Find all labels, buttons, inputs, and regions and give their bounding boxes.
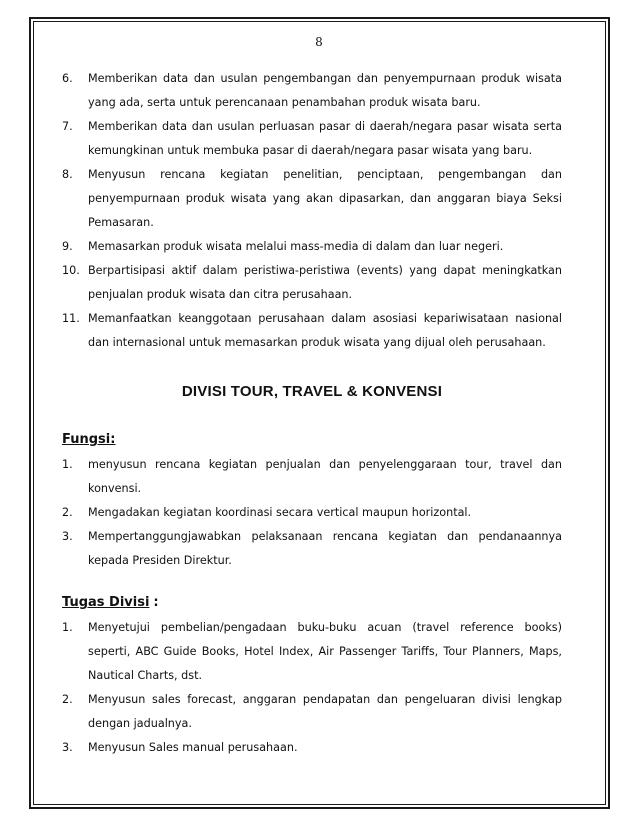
list-text: Menyusun Sales manual perusahaan.	[88, 741, 298, 754]
list-item	[62, 163, 562, 235]
list-number: 2.	[62, 693, 73, 706]
tugas-title-row	[62, 595, 562, 610]
list-item	[62, 259, 562, 307]
list-number: 10.	[62, 264, 80, 277]
list-item	[62, 115, 562, 163]
tugas-colon: :	[153, 595, 159, 610]
list-number: 3.	[62, 741, 73, 754]
list-text: Mengadakan kegiatan koordinasi secara vertical maupun horizontal.	[88, 506, 472, 519]
list-text: Memasarkan produk wisata melalui mass-media di dalam dan luar negeri.	[88, 240, 504, 253]
list-text: Memanfaatkan keanggotaan perusahaan dalam asosiasi kepariwisataan nasional dan internasional untuk memasarkan produk wisata yang dijual oleh perusahaan.	[88, 312, 562, 349]
list-text: menyusun rencana kegiatan penjualan dan penyelenggaraan tour, travel dan konvensi.	[88, 458, 562, 495]
list-number: 9.	[62, 240, 73, 253]
list-item	[62, 736, 562, 760]
list-item	[62, 688, 562, 736]
list-text: Memberikan data dan usulan pengembangan dan penyempurnaan produk wisata yang ada, serta untuk perencanaan penambahan produk wisata baru.	[88, 72, 562, 109]
list-number: 1.	[62, 621, 73, 634]
list-text: Menyusun sales forecast, anggaran pendapatan dan pengeluaran divisi lengkap dengan jadualnya.	[88, 693, 562, 730]
list-text: Menyetujui pembelian/pengadaan buku-buku acuan (travel reference books) seperti, ABC Guide Books, Hotel Index, Air Passenger Tariffs, Tour Planners, Maps, Nautical Charts, dst.	[88, 621, 562, 682]
list-item	[62, 525, 562, 573]
tugas-section	[62, 595, 562, 760]
list-number: 1.	[62, 458, 73, 471]
list-text: Mempertanggungjawabkan pelaksanaan rencana kegiatan dan pendanaannya kepada Presiden Direktur.	[88, 530, 562, 567]
list-item	[62, 616, 562, 688]
list-number: 2.	[62, 506, 73, 519]
list-number: 6.	[62, 72, 73, 85]
document-body	[62, 67, 562, 760]
list-item	[62, 67, 562, 115]
list-number: 11.	[62, 312, 80, 325]
division-heading: DIVISI TOUR, TRAVEL & KONVENSI	[181, 383, 443, 400]
marketing-duties-list	[62, 67, 562, 355]
list-number: 3.	[62, 530, 73, 543]
tugas-title: Tugas Divisi	[62, 595, 150, 610]
tugas-list	[62, 616, 562, 760]
list-text: Memberikan data dan usulan perluasan pasar di daerah/negara pasar wisata serta kemungkinan untuk membuka pasar di daerah/negara pasar wisata yang baru.	[88, 120, 562, 157]
list-text: Berpartisipasi aktif dalam peristiwa-peristiwa (events) yang dapat meningkatkan penjualan produk wisata dan citra perusahaan.	[88, 264, 562, 301]
fungsi-list	[62, 453, 562, 573]
page-number: 8	[315, 35, 323, 49]
list-item	[62, 453, 562, 501]
list-item	[62, 235, 562, 259]
list-number: 7.	[62, 120, 73, 133]
fungsi-title: Fungsi:	[62, 432, 116, 447]
list-text: Menyusun rencana kegiatan penelitian, penciptaan, pengembangan dan penyempurnaan produk wisata yang akan dipasarkan, dan anggaran biaya Seksi Pemasaran.	[88, 168, 562, 229]
list-number: 8.	[62, 168, 73, 181]
list-item	[62, 307, 562, 355]
list-item	[62, 501, 562, 525]
